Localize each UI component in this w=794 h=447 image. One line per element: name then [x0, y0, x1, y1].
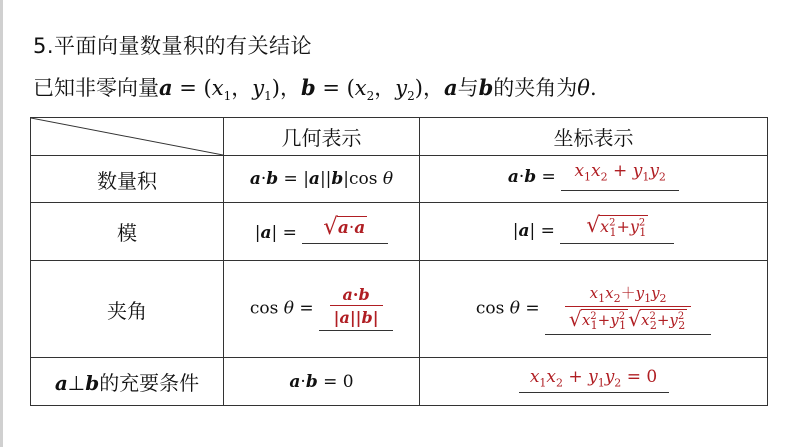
dot-coord-blank: [561, 161, 679, 190]
vector-b: b: [300, 75, 316, 100]
vector-b-2: b: [478, 75, 494, 100]
dot-coord-cell: [420, 156, 768, 203]
angle-geo-blank: [319, 284, 393, 331]
angle-coord-lhs: cos θ =: [475, 298, 546, 318]
formula-table: [30, 117, 768, 406]
sym-theta: θ: [283, 298, 295, 318]
sym-a: a: [289, 371, 301, 392]
header-row: [31, 118, 768, 156]
sym-dot: ·: [300, 371, 306, 392]
sym-a: a: [249, 169, 261, 189]
angle-geo-lhs: cos θ =: [249, 298, 320, 318]
intro-theta: θ: [577, 76, 590, 100]
sym-a: a: [518, 220, 530, 241]
dot-coord-answer: $x_1x_2 + y_1y_2$: [574, 161, 666, 184]
intro-eq1: = (: [172, 76, 212, 100]
norm-coord-lhs: |a| =: [512, 220, 561, 241]
sym-b: b: [85, 371, 100, 395]
dot-coord-formula: [508, 167, 561, 187]
intro-y2-sub: 2: [407, 89, 415, 104]
intro-prefix: 已知非零向量: [33, 76, 159, 100]
intro-suffix: 的夹角为: [493, 76, 578, 100]
sym-dot: ·: [260, 169, 267, 189]
row-norm: [31, 203, 768, 261]
section-title: 5.平面向量数量积的有关结论: [33, 34, 313, 58]
intro-sentence: [33, 72, 597, 103]
intro-y2: y: [395, 76, 408, 100]
header-geometric: 几何表示: [224, 118, 420, 156]
row-dot-product: [31, 156, 768, 203]
sym-eq: =: [536, 167, 562, 188]
perp-coord-blank: [519, 366, 669, 393]
intro-x1: x: [211, 76, 224, 100]
perp-symbol: ⊥: [67, 371, 86, 395]
vector-a: a: [159, 75, 173, 100]
sym-dot: ·: [518, 167, 525, 188]
sym-b: b: [524, 167, 537, 188]
label-dot-product: 数量积: [31, 156, 224, 203]
sym-b: b: [266, 169, 279, 189]
intro-eq2: = (: [315, 76, 355, 100]
left-edge-bar: [0, 0, 3, 447]
intro-y1: y: [252, 76, 265, 100]
intro-close2: )，: [414, 76, 444, 100]
row-perpendicular: [31, 358, 768, 406]
perp-geo-cell: [224, 358, 420, 406]
intro-x2: x: [354, 76, 367, 100]
corner-cell: [31, 118, 224, 156]
norm-coord-answer: √ $x^2_1+y^2_1$: [586, 212, 647, 240]
sym-a: a: [507, 167, 519, 188]
sym-theta: θ: [382, 169, 394, 189]
sym-eq-zero: = 0: [317, 371, 354, 392]
norm-geo-cell: [224, 203, 420, 261]
vector-a-2: a: [443, 75, 458, 100]
norm-geo-lhs: |a| =: [254, 222, 303, 243]
perp-coord-answer: $x_1x_2 + y_1y_2 = 0$: [529, 366, 658, 390]
sym-a: a: [260, 222, 272, 243]
header-coordinate: 坐标表示: [420, 118, 768, 156]
row-angle: [31, 261, 768, 358]
sym-a: a: [54, 371, 68, 395]
angle-geo-answer: $\frac{a\cdot b}{|a||b|}$: [330, 285, 383, 327]
sym-theta: θ: [509, 298, 521, 318]
sym-b: b: [331, 169, 344, 189]
perp-label-text: 的充要条件: [99, 371, 200, 395]
intro-yu: 与: [457, 76, 479, 100]
sym-cos: |cos: [343, 169, 383, 189]
norm-geo-answer: √ a·a: [323, 213, 366, 240]
label-perpendicular: [31, 358, 224, 406]
label-norm: 模: [31, 203, 224, 261]
intro-comma1: ，: [231, 76, 253, 100]
norm-geo-blank: [302, 213, 388, 244]
angle-coord-cell: [420, 261, 768, 358]
perp-geo-formula: [289, 372, 353, 392]
dot-geo-formula: [250, 169, 393, 189]
sym-eq: = |: [278, 169, 309, 189]
angle-coord-blank: [545, 284, 711, 335]
sym-b: b: [305, 371, 318, 392]
intro-y1-sub: 1: [264, 89, 272, 104]
dot-geo-cell: [224, 156, 420, 203]
intro-x2-sub: 2: [366, 89, 375, 104]
intro-x1-sub: 1: [223, 89, 232, 104]
angle-coord-answer: $x_1x_2+y_1y_2$ √ $x^2_1+y^2_1$ √ $x^2_2+y^2_2$: [565, 282, 691, 332]
norm-coord-cell: [420, 203, 768, 261]
intro-close1: )，: [271, 76, 301, 100]
intro-comma2: ，: [374, 76, 396, 100]
perp-coord-cell: [420, 358, 768, 406]
norm-coord-blank: [560, 212, 674, 244]
angle-geo-cell: [224, 261, 420, 358]
sym-bars: ||: [319, 169, 332, 189]
intro-period: .: [589, 76, 597, 100]
diagonal-line: [31, 118, 223, 155]
sym-a: a: [308, 169, 320, 189]
label-angle: 夹角: [31, 261, 224, 358]
